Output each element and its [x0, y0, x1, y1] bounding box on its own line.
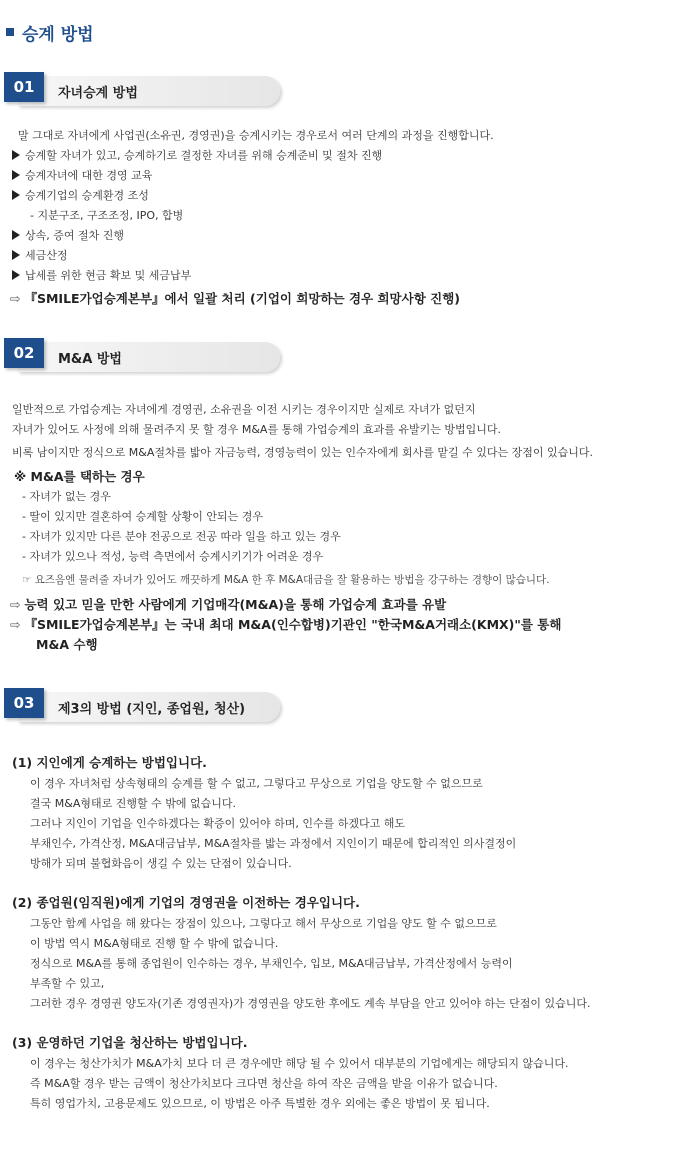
- list-subitem: - 지분구조, 구조조정, IPO, 합병: [30, 209, 184, 222]
- method-line: 방해가 되며 불협화음이 생길 수 있는 단점이 있습니다.: [30, 857, 292, 870]
- section-number-badge: 03: [4, 688, 44, 718]
- section-02-conclusion: ⇨ 능력 있고 믿을 만한 사람에게 기업매각(M&A)을 통해 가업승계 효과를 유발: [10, 597, 447, 612]
- method-line: 정식으로 M&A를 통해 종업원이 인수하는 경우, 부채인수, 입보, M&A대금납부, 가격산정에서 능력이: [30, 957, 513, 970]
- title-square-icon: [6, 28, 14, 36]
- method-line: 부채인수, 가격산정, M&A대금납부, M&A절차를 밟는 과정에서 지인이기 때문에 합리적인 의사결정이: [30, 837, 517, 850]
- method-line: 즉 M&A할 경우 받는 금액이 청산가치보다 크다면 청산을 하여 작은 금액을 받을 이유가 없습니다.: [30, 1077, 498, 1090]
- method-line: 부족할 수 있고,: [30, 977, 105, 990]
- triangle-bullet-icon: [12, 150, 20, 160]
- list-item: 납세를 위한 현금 확보 및 세금납부: [12, 267, 191, 283]
- hollow-arrow-icon: ⇨: [10, 291, 21, 306]
- method-line: 이 경우 자녀처럼 상속형태의 승계를 할 수 없고, 그렇다고 무상으로 기업을 양도할 수 없으므로: [30, 777, 483, 790]
- triangle-bullet-icon: [12, 170, 20, 180]
- method-line: 결국 M&A형태로 진행할 수 밖에 없습니다.: [30, 797, 236, 810]
- section-number-badge: 02: [4, 338, 44, 368]
- page-title: 승계 방법: [22, 25, 94, 45]
- hollow-arrow-icon: ⇨: [10, 617, 21, 632]
- section-title: 자녀승계 방법: [58, 86, 138, 101]
- list-item: 세금산정: [12, 247, 68, 263]
- ma-cases-heading: ※ M&A를 택하는 경우: [14, 469, 145, 484]
- list-item: - 자녀가 있지만 다른 분야 전공으로 전공 따라 일을 하고 있는 경우: [22, 530, 341, 543]
- method-heading: (2) 종업원(임직원)에게 기업의 경영권을 이전하는 경우입니다.: [12, 895, 360, 910]
- section-title: 제3의 방법 (지인, 종업원, 청산): [58, 702, 246, 717]
- section-02-conclusion-cont: M&A 수행: [36, 637, 98, 652]
- list-item: 승계자녀에 대한 경영 교육: [12, 167, 152, 183]
- list-item: - 딸이 있지만 결혼하여 승계할 상황이 안되는 경우: [22, 510, 263, 523]
- method-line: 그러한 경우 경영권 양도자(기존 경영권자)가 경영권을 양도한 후에도 계속 부담을 안고 있어야 하는 단점이 있습니다.: [30, 997, 591, 1010]
- method-line: 이 경우는 청산가치가 M&A가치 보다 더 큰 경우에만 해당 될 수 있어서 대부분의 기업에게는 해당되지 않습니다.: [30, 1057, 569, 1070]
- section-02-paragraph: 일반적으로 가업승계는 자녀에게 경영권, 소유권을 이전 시키는 경우이지만 실제로 자녀가 없던지: [12, 403, 476, 416]
- list-item: 승계기업의 승계환경 조성: [12, 187, 149, 203]
- section-02-paragraph: 자녀가 있어도 사정에 의해 물려주지 못 할 경우 M&A를 통해 가업승계의 효과를 유발키는 방법입니다.: [12, 423, 501, 436]
- triangle-bullet-icon: [12, 270, 20, 280]
- method-heading: (1) 지인에게 승계하는 방법입니다.: [12, 755, 207, 770]
- section-02-conclusion: ⇨ 『SMILE가업승계본부』는 국내 최대 M&A(인수합병)기관인 "한국M&A거래소(KMX)"를 통해: [10, 617, 562, 632]
- method-line: 그동안 함께 사업을 해 왔다는 장점이 있으나, 그렇다고 해서 무상으로 기업을 양도 할 수 없으므로: [30, 917, 497, 930]
- triangle-bullet-icon: [12, 230, 20, 240]
- method-heading: (3) 운영하던 기업을 청산하는 방법입니다.: [12, 1035, 248, 1050]
- triangle-bullet-icon: [12, 190, 20, 200]
- triangle-bullet-icon: [12, 250, 20, 260]
- section-01-conclusion: ⇨ 『SMILE가업승계본부』에서 일괄 처리 (기업이 희망하는 경우 희망사항 진행): [10, 291, 460, 306]
- section-03-header: [4, 688, 280, 724]
- method-line: 그러나 지인이 기업을 인수하겠다는 확증이 있어야 하며, 인수를 하겠다고 해도: [30, 817, 405, 830]
- section-title: M&A 방법: [58, 352, 122, 367]
- list-item: - 자녀가 있으나 적성, 능력 측면에서 승계시키기가 어려운 경우: [22, 550, 324, 563]
- ma-note: ☞ 요즈음엔 물려줄 자녀가 있어도 깨끗하게 M&A 한 후 M&A대금을 잘 활용하는 방법을 강구하는 경향이 많습니다.: [22, 574, 550, 586]
- method-line: 이 방법 역시 M&A형태로 진행 할 수 밖에 없습니다.: [30, 937, 279, 950]
- list-item: 승계할 자녀가 있고, 승계하기로 결정한 자녀를 위해 승계준비 및 절차 진행: [12, 147, 382, 163]
- list-item: - 자녀가 없는 경우: [22, 490, 111, 503]
- list-item: 상속, 증여 절차 진행: [12, 227, 124, 243]
- section-02-header: [4, 338, 280, 374]
- section-02-paragraph: 비록 남이지만 정식으로 M&A절차를 밟아 자금능력, 경영능력이 있는 인수자에게 회사를 맡길 수 있다는 장점이 있습니다.: [12, 446, 593, 459]
- method-line: 특히 영업가치, 고용문제도 있으므로, 이 방법은 아주 특별한 경우 외에는 좋은 방법이 못 됩니다.: [30, 1097, 490, 1110]
- section-01-intro: 말 그대로 자녀에게 사업권(소유권, 경영권)을 승계시키는 경우로서 여러 단계의 과정을 진행합니다.: [18, 129, 494, 142]
- hollow-arrow-icon: ⇨: [10, 597, 21, 612]
- section-01-header: [4, 72, 280, 108]
- section-number-badge: 01: [4, 72, 44, 102]
